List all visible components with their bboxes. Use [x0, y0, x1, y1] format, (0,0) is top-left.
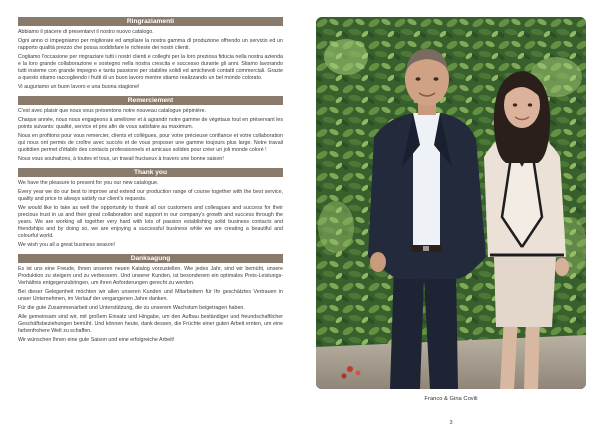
- paragraph: Für die gute Zusammenarbeit und Unterstützung, die zu unserem Wachstum beigetragen haben.: [18, 305, 245, 311]
- text-column: [18, 17, 283, 349]
- paragraph: We have the pleasure to present for you our new catalogue.: [18, 180, 159, 186]
- paragraph: C'est avec plaisir que nous vous présentons notre nouveau catalogue pépinière.: [18, 108, 206, 114]
- paragraph: We wish you all a great business season!: [18, 242, 116, 248]
- paragraph: Es ist uns eine Freude, Ihnen unseren neuen Katalog vorzustellen. Wie jedes Jahr, sind wir bemüht, unsere Produktion zu steigern und zu verbessern. Und unserer Kunden, ist besonderem ein optimales Preis-Leistungs-Verhältnis entgegenzubringen, um ihren Anforderungen gerecht zu werden.: [18, 266, 283, 286]
- section-header-german: Danksagung: [18, 254, 283, 263]
- section-german: [18, 254, 283, 344]
- section-french: [18, 96, 283, 163]
- paragraph: Chaque année, nous nous engageons à améliorer et à agrandir notre gamme de végétaux tout en préservant les points suivants: qualité, service et prix afin de vous satisfaire au maximum.: [18, 117, 283, 130]
- paragraph: Vi auguriamo un buon lavoro e una buona stagione!: [18, 84, 140, 90]
- paragraph: We would like to take as well the opportunity to thank all our customers and colleagues and success for their precious trust in us and their great collaboration and support in our company's growth and success through the years. We are working all together very hard with lots of passion establishing solid business contacts and friendships and by doing so, we are enjoying a successful business while we are creating a beautiful and colourful world.: [18, 205, 283, 239]
- page-number: 3: [449, 420, 453, 426]
- section-header-italian: Ringraziamenti: [18, 17, 283, 26]
- paragraph: Cogliamo l'occasione per ringraziare tutti i nostri clienti e colleghi per la loro preziosa fiducia nella nostra azienda e la loro grande collaborazione e sostegno nella nostra crescita e successo durante gli anni. Stiamo lavorando tutti insieme con grande impegno e tanta passione per stabilire solidi ed amichevoli contatti commerciali. Grazie a questo stiamo raccogliendo i frutti di un buon lavoro mentre stiamo realizzando un bel mondo colorato.: [18, 54, 283, 81]
- section-header-french: Remerciement: [18, 96, 283, 105]
- paragraph: Nous en profitons pour vous remercier, clients et collègues, pour votre précieuse confiance et votre collaboration qui nous ont permis de croître avec succès et de vous proposer une gamme toujours plus large. Notre travail quotidien permet d'établir des contacts professionnels et amicaux solides pour créer un joli monde coloré !: [18, 133, 283, 153]
- paragraph: Every year we do our best to improve and extend our production range of course together with the best service, quality and price to always satisfy our client's requests.: [18, 189, 283, 202]
- paragraph: Nous vous souhaitons, à toutes et tous, un travail fructueux à travers une bonne saison!: [18, 156, 224, 162]
- paragraph: Alle gemeinsam sind wir, mit großem Einsatz und Hingabe, um den Aufbau beständiger und freundschaftlicher Geschäftsbeziehungen bemüht. Und können heute, dank dessen, die Früchte einer guten Arbeit ernten, um eine farbenfrohere Welt zu schaffen.: [18, 314, 283, 334]
- section-english: [18, 168, 283, 249]
- section-header-english: Thank you: [18, 168, 283, 177]
- section-italian: [18, 17, 283, 91]
- portrait-illustration: [316, 17, 586, 389]
- paragraph: Bei dieser Gelegenheit möchten wir allen unseren Kunden und Mitarbeitern für Ihr geschätztes Vertrauen in unser Unternehmen, im Verlauf der vergangenen Jahre danken.: [18, 289, 283, 302]
- paragraph: Wir wünschen Ihnen eine gute Saison und eine erfolgreiche Arbeit!: [18, 337, 175, 343]
- paragraph: Ogni anno ci impegniamo per migliorare ed ampliare la nostra gamma di produzione offrendo un servizio ed un rapporto qualità prezzo che possa soddisfare le richieste dei nostri clienti.: [18, 38, 283, 51]
- portrait-photo: [316, 17, 586, 389]
- photo-caption: Franco & Gina Covili: [424, 396, 478, 402]
- paragraph: Abbiamo il piacere di presentarvi il nostro nuovo catalogo.: [18, 29, 154, 35]
